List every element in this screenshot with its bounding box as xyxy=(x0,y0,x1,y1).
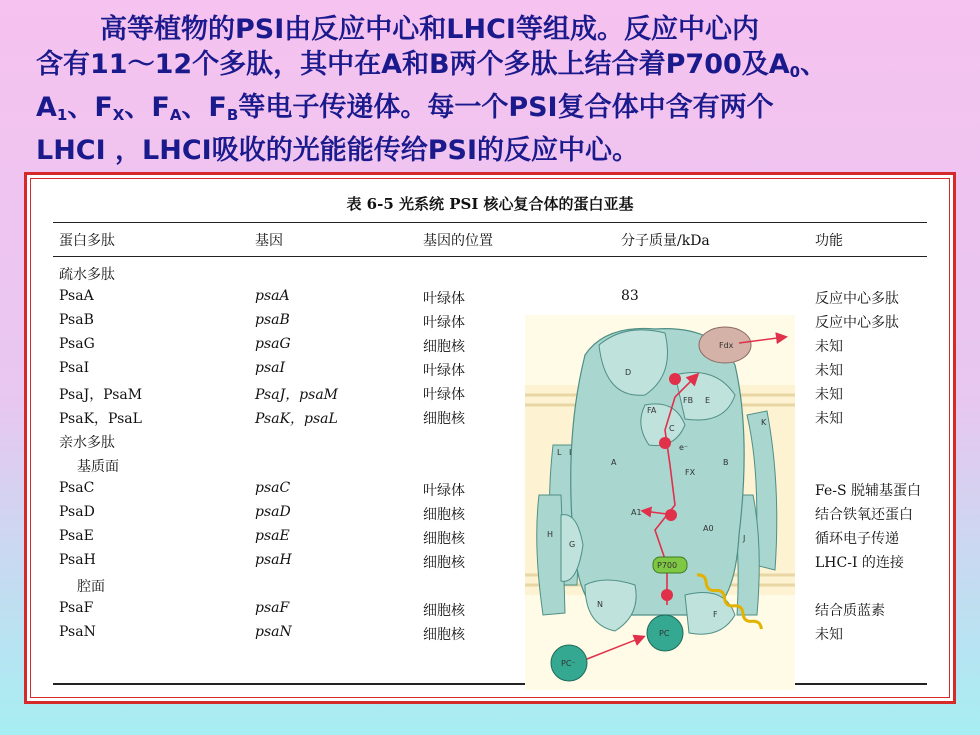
table-row xyxy=(59,406,939,430)
header-polypeptide: 蛋白多肽 xyxy=(59,233,115,249)
cell-gene-location: 细胞核 xyxy=(423,531,465,547)
subscript: X xyxy=(112,106,125,124)
subscript: 0 xyxy=(789,63,801,81)
label-electron: e⁻ xyxy=(679,443,689,452)
cell-function: 反应中心多肽 xyxy=(815,291,899,307)
header-molecular-mass: 分子质量/kDa xyxy=(621,233,710,249)
cell-polypeptide: 疏水多肽 xyxy=(59,267,115,283)
cell-gene: PsaJ，psaM xyxy=(255,387,339,403)
cell-gene: psaD xyxy=(255,504,291,520)
table-row xyxy=(59,358,939,382)
heading-line-3-rest: 等电子传递体。每一个PSⅠ复合体中含有两个 xyxy=(238,92,774,123)
cell-polypeptide: PsaB xyxy=(59,312,94,328)
table-header-rule xyxy=(53,256,927,257)
label-l: L xyxy=(557,448,562,457)
table-header-row xyxy=(59,228,939,252)
cell-function: 未知 xyxy=(815,387,843,403)
heading-line-2 xyxy=(36,47,956,90)
label-fa: FA xyxy=(647,406,657,415)
cell-polypeptide: PsaN xyxy=(59,624,96,640)
cell-gene-location: 叶绿体 xyxy=(423,387,465,403)
slide-heading xyxy=(36,12,956,168)
label-c: C xyxy=(669,424,675,433)
table-row xyxy=(59,502,939,526)
table-row xyxy=(59,262,939,286)
cell-gene: psaI xyxy=(255,360,286,376)
cell-function: 结合质蓝素 xyxy=(815,603,885,619)
cell-polypeptide: PsaI xyxy=(59,360,90,376)
subunit-n xyxy=(585,580,636,631)
label-n: N xyxy=(597,600,603,609)
label-a0: A0 xyxy=(703,524,714,533)
heading-line-2-end: 、 xyxy=(800,49,828,80)
label-a: A xyxy=(611,458,617,467)
label-i: I xyxy=(569,448,572,457)
cell-function: 未知 xyxy=(815,411,843,427)
cell-gene: psaH xyxy=(255,552,292,568)
label-p700: P700 xyxy=(657,561,678,570)
label-j: J xyxy=(743,534,746,543)
table-row xyxy=(59,550,939,574)
table-title: 表 6-5 光系统 PSI 核心复合体的蛋白亚基 xyxy=(346,195,634,213)
label-d: D xyxy=(625,368,632,377)
psi-complex-diagram xyxy=(525,315,795,690)
table-row xyxy=(59,382,939,406)
cell-gene: psaB xyxy=(255,312,290,328)
cell-polypeptide: PsaD xyxy=(59,504,95,520)
cell-molecular-mass: 83 xyxy=(621,288,639,304)
table-row xyxy=(59,526,939,550)
cell-polypeptide: PsaF xyxy=(59,600,94,616)
cell-gene-location: 叶绿体 xyxy=(423,363,465,379)
cell-polypeptide: 亲水多肽 xyxy=(59,435,115,451)
table-row xyxy=(59,310,939,334)
label-a1: A1 xyxy=(631,508,642,517)
label-fdx: Fdx xyxy=(719,341,734,350)
label-b: B xyxy=(723,458,729,467)
psi-complex-illustration xyxy=(525,315,795,690)
pc-arrow xyxy=(587,637,643,659)
table-row xyxy=(59,286,939,310)
label-k: K xyxy=(761,418,767,427)
cell-polypeptide: PsaA xyxy=(59,288,94,304)
cell-gene-location: 叶绿体 xyxy=(423,291,465,307)
cell-function: Fe-S 脱辅基蛋白 xyxy=(815,483,922,499)
header-gene-location: 基因的位置 xyxy=(423,233,493,249)
cell-function: 未知 xyxy=(815,339,843,355)
cell-polypeptide: PsaC xyxy=(59,480,95,496)
cell-gene: psaF xyxy=(255,600,290,616)
table-frame xyxy=(24,172,956,704)
label-e: E xyxy=(705,396,711,405)
label-g: G xyxy=(569,540,576,549)
header-function: 功能 xyxy=(815,233,843,249)
table-top-rule xyxy=(53,222,927,223)
heading-fx: 、F xyxy=(67,92,113,123)
cell-gene: psaA xyxy=(255,288,290,304)
cell-polypeptide: PsaG xyxy=(59,336,95,352)
heading-line-4: LHCⅠ ，LHCⅠ吸收的光能能传给PSⅠ的反应中心。 xyxy=(36,135,640,166)
cell-polypeptide: PsaJ，PsaM xyxy=(59,387,143,403)
cell-gene-location: 叶绿体 xyxy=(423,483,465,499)
cell-function: 未知 xyxy=(815,627,843,643)
cell-gene-location: 细胞核 xyxy=(423,411,465,427)
heading-a1: A xyxy=(36,92,57,123)
table-row xyxy=(59,334,939,358)
cell-function: 循环电子传递 xyxy=(815,531,899,547)
subscript: A xyxy=(169,106,182,124)
label-pc: PC xyxy=(659,629,670,638)
heading-line-3 xyxy=(36,90,956,133)
heading-line-2-text: 含有11～12个多肽，其中在A和B两个多肽上结合着P700及A xyxy=(36,49,790,80)
cell-gene: psaN xyxy=(255,624,292,640)
subunit-f xyxy=(685,593,735,635)
table-row xyxy=(59,430,939,454)
cell-gene-location: 叶绿体 xyxy=(423,315,465,331)
cell-gene: psaE xyxy=(255,528,290,544)
header-gene: 基因 xyxy=(255,233,283,249)
label-f: F xyxy=(713,610,718,619)
cell-function: 反应中心多肽 xyxy=(815,315,899,331)
cell-polypeptide: PsaK，PsaL xyxy=(59,411,142,427)
table-row xyxy=(59,598,939,622)
cell-gene-location: 细胞核 xyxy=(423,507,465,523)
cell-gene: psaG xyxy=(255,336,291,352)
label-fx: FX xyxy=(685,468,696,477)
heading-fa: 、F xyxy=(124,92,170,123)
cell-polypeptide: 腔面 xyxy=(77,579,105,595)
cell-gene-location: 细胞核 xyxy=(423,339,465,355)
heading-fb: 、F xyxy=(181,92,227,123)
cell-function: 未知 xyxy=(815,363,843,379)
table-row xyxy=(59,454,939,478)
cell-gene: psaC xyxy=(255,480,291,496)
cell-polypeptide: 基质面 xyxy=(77,459,119,475)
subscript: B xyxy=(226,106,239,124)
cell-gene-location: 细胞核 xyxy=(423,627,465,643)
label-h: H xyxy=(547,530,554,539)
cell-function: LHC-I 的连接 xyxy=(815,555,904,571)
heading-line-1: 高等植物的PSⅠ由反应中心和LHCⅠ等组成。反应中心内 xyxy=(100,14,759,45)
table-row xyxy=(59,574,939,598)
table-row xyxy=(59,622,939,646)
cell-polypeptide: PsaE xyxy=(59,528,94,544)
label-pc-minus: PC⁻ xyxy=(561,659,576,668)
cell-function: 结合铁氧还蛋白 xyxy=(815,507,913,523)
table-bottom-rule xyxy=(53,683,927,685)
cell-gene: PsaK，psaL xyxy=(255,411,338,427)
cell-gene-location: 细胞核 xyxy=(423,555,465,571)
label-fb: FB xyxy=(683,396,694,405)
cell-gene-location: 细胞核 xyxy=(423,603,465,619)
cell-polypeptide: PsaH xyxy=(59,552,96,568)
table-row xyxy=(59,478,939,502)
subscript: 1 xyxy=(56,106,68,124)
